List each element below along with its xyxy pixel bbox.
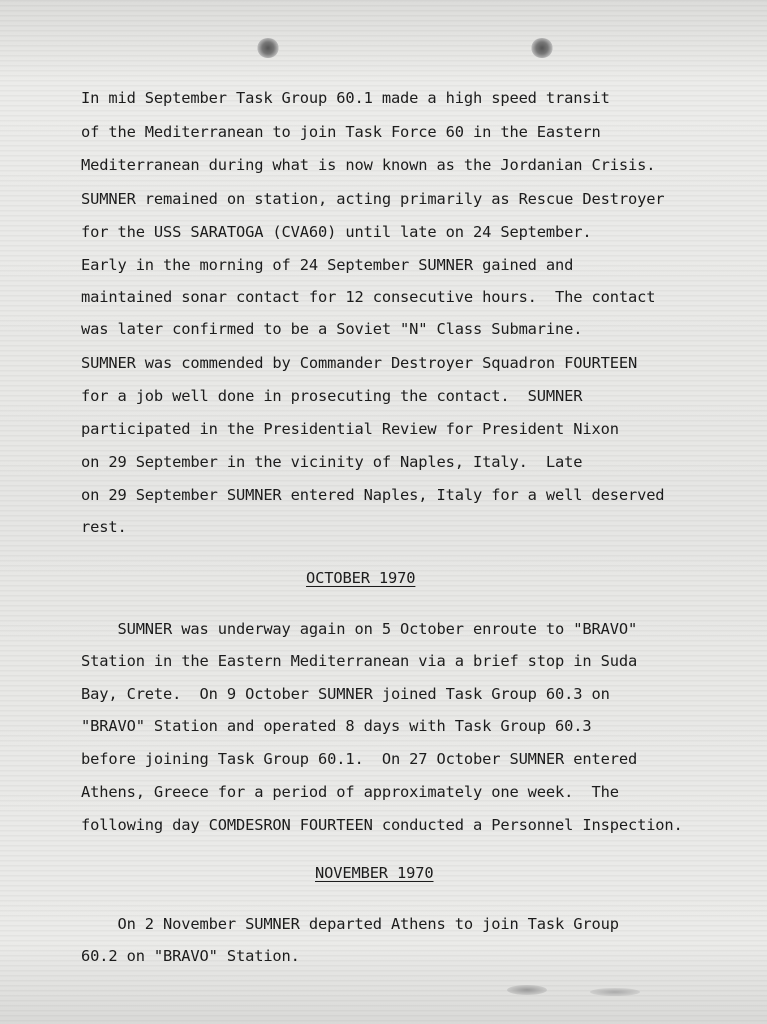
text-line: participated in the Presidential Review for President Nixon <box>81 420 619 438</box>
text-line: was later confirmed to be a Soviet "N" Class Submarine. <box>81 320 583 338</box>
november-heading: NOVEMBER 1970 <box>315 864 434 882</box>
text-line: Station in the Eastern Mediterranean via a brief stop in Suda <box>81 652 638 670</box>
text-line: Bay, Crete. On 9 October SUMNER joined Task Group 60.3 on <box>81 685 610 703</box>
text-line: of the Mediterranean to join Task Force 60 in the Eastern <box>81 123 601 141</box>
text-line: SUMNER was underway again on 5 October enroute to "BRAVO" <box>81 620 638 638</box>
text-line: Mediterranean during what is now known as the Jordanian Crisis. <box>81 156 656 174</box>
text-line: on 29 September in the vicinity of Naples, Italy. Late <box>81 453 583 471</box>
text-line: "BRAVO" Station and operated 8 days with Task Group 60.3 <box>81 717 592 735</box>
text-line: following day COMDESRON FOURTEEN conducted a Personnel Inspection. <box>81 816 683 834</box>
punch-hole-right <box>531 38 553 58</box>
text-line: for the USS SARATOGA (CVA60) until late on 24 September. <box>81 223 592 241</box>
october-heading: OCTOBER 1970 <box>306 569 416 587</box>
text-line: SUMNER was commended by Commander Destroyer Squadron FOURTEEN <box>81 354 638 372</box>
text-line: Early in the morning of 24 September SUMNER gained and <box>81 256 574 274</box>
smudge <box>507 985 547 995</box>
text-line: maintained sonar contact for 12 consecutive hours. The contact <box>81 288 656 306</box>
text-line: for a job well done in prosecuting the contact. SUMNER <box>81 387 583 405</box>
punch-hole-left <box>257 38 279 58</box>
text-line: SUMNER remained on station, acting primarily as Rescue Destroyer <box>81 190 665 208</box>
text-line: Athens, Greece for a period of approximately one week. The <box>81 783 619 801</box>
text-line: In mid September Task Group 60.1 made a high speed transit <box>81 89 610 107</box>
text-line: 60.2 on "BRAVO" Station. <box>81 947 300 965</box>
smudge <box>590 988 640 996</box>
text-line: On 2 November SUMNER departed Athens to join Task Group <box>81 915 619 933</box>
text-line: before joining Task Group 60.1. On 27 October SUMNER entered <box>81 750 638 768</box>
text-line: on 29 September SUMNER entered Naples, Italy for a well deserved <box>81 486 665 504</box>
text-line: rest. <box>81 518 127 536</box>
